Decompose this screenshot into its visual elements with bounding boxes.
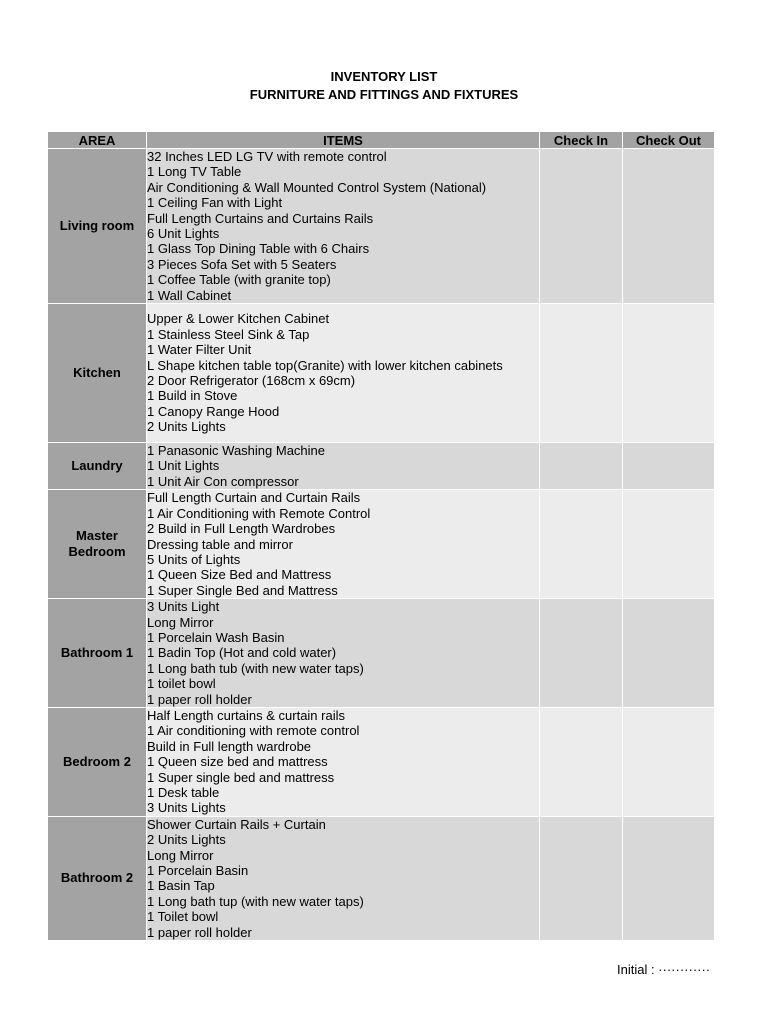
inventory-item: 3 Pieces Sofa Set with 5 Seaters [147, 256, 337, 272]
area-cell: Bedroom 2 [48, 707, 147, 816]
inventory-item: 2 Units Lights [147, 419, 226, 435]
document-title: INVENTORY LIST [330, 69, 438, 84]
inventory-item: 1 Air conditioning with remote control [147, 723, 360, 739]
inventory-item: Upper & Lower Kitchen Cabinet [147, 311, 330, 327]
inventory-item: 1 paper roll holder [147, 691, 252, 707]
inventory-item: 1 Wall Cabinet [147, 287, 232, 303]
check-out-cell[interactable] [623, 304, 715, 443]
inventory-item: Build in Full length wardrobe [147, 738, 312, 754]
column-header-check-in: Check In [540, 132, 623, 149]
check-out-cell[interactable] [623, 707, 715, 816]
inventory-item: Air Conditioning & Wall Mounted Control System (National) [147, 179, 487, 195]
area-cell: Bathroom 2 [48, 816, 147, 940]
document-subtitle: FURNITURE AND FITTINGS AND FIXTURES [249, 87, 519, 102]
inventory-item: 3 Units Lights [147, 800, 226, 816]
inventory-item: 1 Water Filter Unit [147, 342, 252, 358]
inventory-item: Long Mirror [147, 614, 214, 630]
check-in-cell[interactable] [540, 816, 623, 940]
table-row [48, 816, 715, 940]
check-out-cell[interactable] [623, 443, 715, 490]
inventory-item: 1 Long bath tub (with new water taps) [147, 660, 364, 676]
inventory-item: Full Length Curtain and Curtain Rails [147, 490, 361, 506]
items-cell [147, 490, 540, 599]
check-in-cell[interactable] [540, 707, 623, 816]
inventory-item: 1 Desk table [147, 785, 220, 800]
inventory-item: 1 Unit Air Con compressor [147, 473, 299, 489]
table-row [48, 599, 715, 708]
items-cell [147, 816, 540, 940]
inventory-item: 5 Units of Lights [147, 551, 241, 567]
items-cell [147, 707, 540, 816]
inventory-item: 1 Stainless Steel Sink & Tap [147, 326, 310, 342]
inventory-item: Dressing table and mirror [147, 536, 293, 552]
check-in-cell[interactable] [540, 599, 623, 708]
inventory-item: 1 paper roll holder [147, 924, 252, 940]
table-header-row [48, 132, 715, 149]
inventory-item: 1 Ceiling Fan with Light [147, 195, 283, 211]
inventory-item: 32 Inches LED LG TV with remote control [147, 149, 387, 164]
check-in-cell[interactable] [540, 443, 623, 490]
initial-signature-line: Initial : ············ [617, 962, 711, 977]
table-row [48, 443, 715, 490]
check-out-cell[interactable] [623, 599, 715, 708]
inventory-item: 1 Panasonic Washing Machine [147, 443, 326, 459]
inventory-item: 1 Super Single Bed and Mattress [147, 582, 338, 598]
table-row [48, 707, 715, 816]
table-row [48, 490, 715, 599]
inventory-item: 1 Unit Lights [147, 458, 220, 474]
inventory-table-body [48, 149, 715, 941]
area-cell: Kitchen [48, 304, 147, 443]
inventory-item: Long Mirror [147, 847, 214, 863]
inventory-item: 1 Super single bed and mattress [147, 769, 335, 785]
inventory-item: 1 Toilet bowl [147, 909, 219, 925]
inventory-item: Shower Curtain Rails + Curtain [147, 816, 326, 832]
inventory-item: 2 Units Lights [147, 832, 226, 848]
inventory-item: Half Length curtains & curtain rails [147, 707, 345, 723]
check-out-cell[interactable] [623, 490, 715, 599]
column-header-check-out: Check Out [623, 132, 715, 149]
inventory-item: 1 Canopy Range Hood [147, 403, 280, 419]
inventory-item: L Shape kitchen table top(Granite) with lower kitchen cabinets [147, 357, 503, 373]
column-header-items: ITEMS [147, 132, 540, 149]
check-in-cell[interactable] [540, 149, 623, 304]
area-cell: Bathroom 1 [48, 599, 147, 708]
inventory-item: 1 Porcelain Basin [147, 863, 249, 879]
inventory-item: 2 Door Refrigerator (168cm x 69cm) [147, 373, 356, 389]
table-row [48, 304, 715, 443]
inventory-item: Full Length Curtains and Curtains Rails [147, 210, 374, 226]
inventory-item: 1 toilet bowl [147, 676, 216, 692]
inventory-item: 1 Air Conditioning with Remote Control [147, 505, 371, 521]
column-header-area: AREA [48, 132, 147, 149]
items-cell [147, 599, 540, 708]
inventory-item: 1 Long TV Table [147, 164, 242, 180]
check-in-cell[interactable] [540, 304, 623, 443]
items-cell [147, 304, 540, 443]
items-cell [147, 149, 540, 304]
inventory-item: 1 Queen Size Bed and Mattress [147, 567, 332, 583]
inventory-item: 1 Basin Tap [147, 878, 215, 894]
area-cell: Master Bedroom [48, 490, 147, 599]
check-out-cell[interactable] [623, 149, 715, 304]
area-cell: Laundry [48, 443, 147, 490]
items-cell [147, 443, 540, 490]
inventory-item: 2 Build in Full Length Wardrobes [147, 521, 336, 537]
check-out-cell[interactable] [623, 816, 715, 940]
inventory-item: 1 Coffee Table (with granite top) [147, 272, 331, 288]
inventory-item: 1 Badin Top (Hot and cold water) [147, 645, 337, 661]
table-row [48, 149, 715, 304]
inventory-item: 1 Build in Stove [147, 388, 238, 404]
inventory-item: 1 Porcelain Wash Basin [147, 629, 285, 645]
inventory-item: 1 Long bath tup (with new water taps) [147, 893, 364, 909]
inventory-item: 1 Queen size bed and mattress [147, 754, 328, 770]
inventory-table [47, 131, 715, 941]
inventory-item: 1 Glass Top Dining Table with 6 Chairs [147, 241, 370, 257]
inventory-item: 3 Units Light [147, 599, 220, 615]
area-cell: Living room [48, 149, 147, 304]
check-in-cell[interactable] [540, 490, 623, 599]
inventory-item: 6 Unit Lights [147, 226, 220, 242]
